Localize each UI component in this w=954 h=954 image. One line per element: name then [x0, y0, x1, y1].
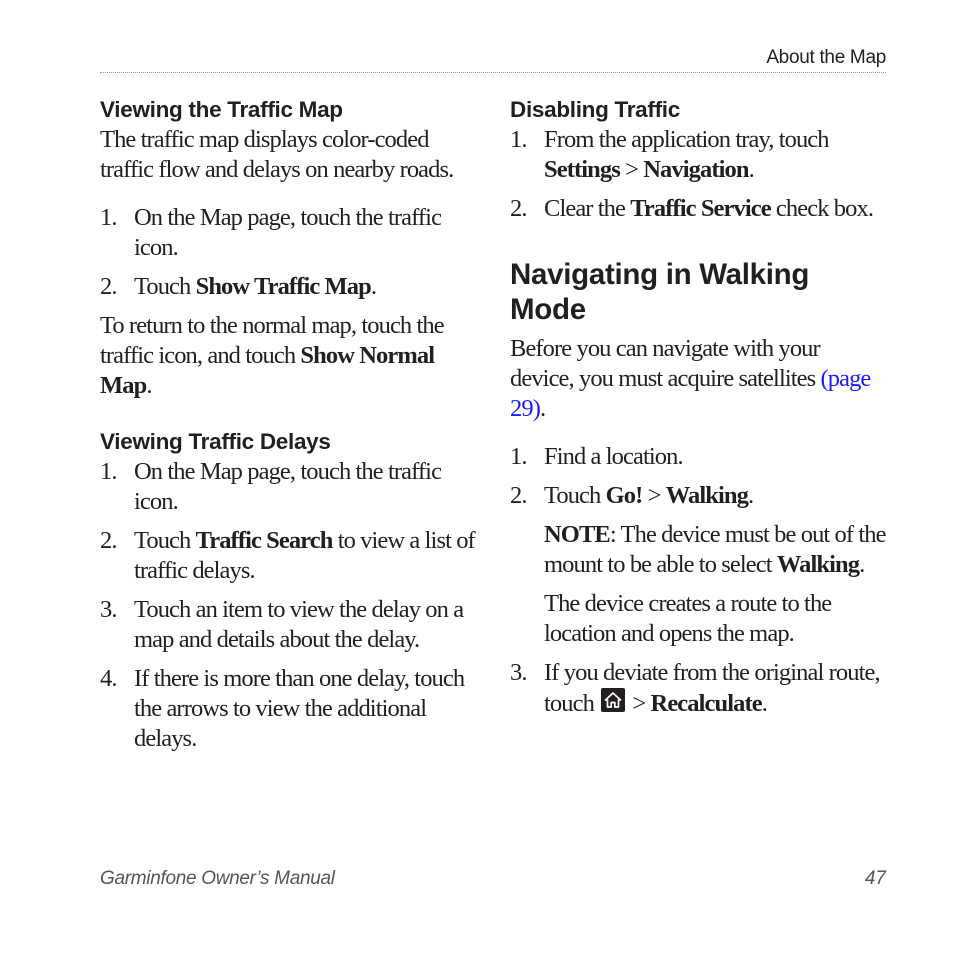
step-number: 1.: [510, 443, 527, 470]
step-text: >: [619, 156, 644, 183]
step-text: .: [747, 482, 754, 509]
ui-label-show-traffic-map: Show Traffic Map: [195, 273, 371, 300]
paragraph-text: Before you can navigate with your device, you must acquire satellites: [510, 335, 821, 392]
list-item: [510, 442, 886, 472]
step-text: Touch: [134, 527, 196, 554]
step-text: Touch: [134, 273, 196, 300]
step-text: If there is more than one delay, touch the arrows to view the additional delays.: [134, 665, 465, 752]
traffic-map-outro: [100, 311, 485, 401]
step-text: On the Map page, touch the traffic icon.: [134, 458, 442, 515]
heading-viewing-traffic-delays: Viewing Traffic Delays: [100, 429, 331, 454]
list-item: [100, 272, 485, 302]
home-icon: [601, 688, 625, 712]
header-divider: [100, 72, 886, 73]
ui-label-go: Go!: [605, 482, 643, 509]
heading-disabling-traffic: Disabling Traffic: [510, 97, 680, 122]
step-text: Touch: [544, 482, 606, 509]
step-text: If you deviate from the original route, touch: [544, 659, 880, 717]
list-item: [100, 526, 485, 586]
traffic-delay-steps: [100, 457, 485, 754]
traffic-map-intro: The traffic map displays color-coded traffic flow and delays on nearby roads.: [100, 126, 454, 183]
running-header: About the Map: [766, 47, 886, 68]
ui-label-traffic-service: Traffic Service: [630, 195, 771, 222]
disabling-traffic-steps: [510, 125, 886, 224]
step-number: 4.: [100, 665, 117, 692]
ui-label-navigation: Navigation: [643, 156, 749, 183]
step-number: 3.: [100, 596, 117, 623]
step-number: 3.: [510, 659, 527, 686]
step-number: 2.: [510, 195, 527, 222]
step-text: >: [627, 690, 651, 717]
step-number: 2.: [510, 482, 527, 509]
list-item: [100, 664, 485, 754]
step-text: .: [370, 273, 377, 300]
ui-label-recalculate: Recalculate: [650, 690, 762, 717]
paragraph-text: : The device must be out of the mount to be able to select: [544, 521, 886, 578]
list-item: [100, 203, 485, 263]
walking-result: The device creates a route to the location and opens the map.: [544, 590, 832, 647]
note-label: NOTE: [544, 521, 610, 548]
paragraph-text: .: [539, 395, 546, 422]
step-number: 1.: [100, 204, 117, 231]
step-number: 2.: [100, 527, 117, 554]
step-text: check box.: [770, 195, 874, 222]
walking-mode-steps: [510, 442, 886, 511]
heading-viewing-traffic-map: Viewing the Traffic Map: [100, 97, 343, 122]
walking-note: [510, 520, 886, 580]
ui-label-walking: Walking: [776, 551, 860, 578]
list-item: [510, 194, 886, 224]
step-text: From the application tray, touch: [544, 126, 829, 153]
step-text: On the Map page, touch the traffic icon.: [134, 204, 442, 261]
step-text: Touch an item to view the delay on a map and details about the delay.: [134, 596, 464, 653]
ui-label-show-normal-map: Show Normal Map: [100, 342, 435, 399]
step-number: 1.: [100, 458, 117, 485]
paragraph-text: .: [146, 372, 152, 399]
walking-mode-intro: [510, 334, 886, 424]
list-item: [510, 658, 886, 719]
walking-mode-steps-continued: [510, 658, 886, 719]
step-number: 2.: [100, 273, 117, 300]
ui-label-traffic-search: Traffic Search: [195, 527, 333, 554]
traffic-map-steps: [100, 203, 485, 302]
left-column: [100, 95, 485, 754]
ui-label-settings: Settings: [544, 156, 620, 183]
right-column: [510, 95, 886, 719]
step-text: to view a list of traffic delays.: [134, 527, 475, 584]
footer-page-number: 47: [864, 868, 886, 889]
list-item: [510, 125, 886, 185]
step-text: .: [748, 156, 754, 183]
paragraph-text: .: [859, 551, 865, 578]
step-number: 1.: [510, 126, 527, 153]
paragraph-text: To return to the normal map, touch the traffic icon, and touch: [100, 312, 444, 369]
step-text: Find a location.: [544, 443, 683, 470]
page-reference-link[interactable]: (page 29): [510, 365, 871, 422]
step-text: Clear the: [544, 195, 631, 222]
list-item: [510, 481, 886, 511]
footer-manual-title: Garminfone Owner’s Manual: [100, 868, 335, 889]
step-text: >: [642, 482, 666, 509]
list-item: [100, 595, 485, 655]
ui-label-walking: Walking: [665, 482, 748, 509]
step-text: .: [761, 690, 767, 717]
list-item: [100, 457, 485, 517]
heading-navigating-walking-mode: Navigating in Walking Mode: [510, 258, 810, 326]
